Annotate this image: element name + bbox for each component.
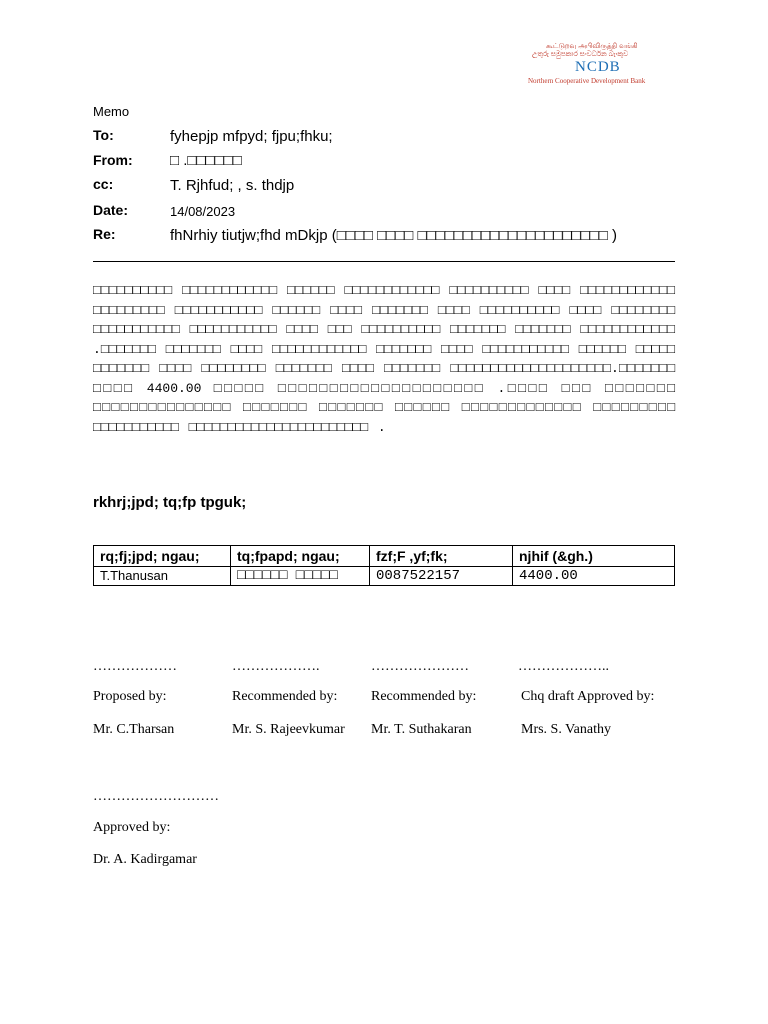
- cell-bank: □□□□□□ □□□□□: [231, 567, 370, 586]
- signature-line-proposed: ………………: [93, 659, 177, 674]
- table-row: [94, 567, 675, 586]
- role-recommended-1: Recommended by:: [232, 689, 338, 704]
- name-recommended-2: Mr. T. Suthakaran: [371, 722, 472, 737]
- body-paragraph: □□□□□□□□□□ □□□□□□□□□□□□ □□□□□□ □□□□□□□□□□□□ □□□□□□□□□□ □□□□ □□□□□□□□□□□□ □□□□□□□□□ □□□□□□□□□□□ □□□□□□ □□□□ □□□□□□□ □□□□ □□□□□□□□□□ □□□□ □□□□□□□□ □□□□□□□□□□□ □□□□□□□□□□□ □□□□ □□□ □□□□□□□□□□ □□□□□□□ □□□□□□□ □□□□□□□□□□□□ .□□□□□□□ □□□□□□□ □□□□ □□□□□□□□□□□□ □□□□□□□ □□□□ □□□□□□□□□□□ □□□□□□ □□□□□ □□□□□□□ □□□□ □□□□□□□□ □□□□□□□ □□□□ □□□□□□□ □□□□□□□□□□□□□□□□□□□□.□□□□□□□ □□□□ 4400.00 □□□□□ □□□□□□□□□□□□□□□□□□□□ .□□□□ □□□ □□□□□□□ □□□□□□□□□□□□□□□ □□□□□□□ □□□□□□□ □□□□□□ □□□□□□□□□□□□□ □□□□□□□□□ □□□□□□□□□□□ □□□□□□□□□□□□□□□□□□□□□□□ .: [93, 283, 675, 435]
- role-proposed: Proposed by:: [93, 689, 167, 704]
- signature-line-recommended-1: ……………….: [232, 659, 320, 674]
- to-value: fyhepjp mfpyd; fjpu;fhku;: [170, 128, 333, 145]
- cc-label: cc:: [93, 176, 114, 192]
- cc-value: T. Rjhfud; , s. thdjp: [170, 177, 295, 194]
- logo-sinhala-line: උතුරු සමුපකාර සංවර්ධන බැංකුව: [532, 51, 629, 58]
- bank-logo: [522, 40, 682, 88]
- date-label: Date:: [93, 202, 129, 218]
- header-amount: njhif (&gh.): [513, 546, 675, 567]
- header-bank-name: tq;fpapd; ngau;: [231, 546, 370, 567]
- re-label: Re:: [93, 226, 116, 242]
- header-account-number: fzf;F ,yf;fk;: [370, 546, 513, 567]
- name-recommended-1: Mr. S. Rajeevkumar: [232, 722, 345, 737]
- table-header-row: [94, 546, 675, 567]
- re-value: fhNrhiy tiutjw;fhd mDkjp (□□□□ □□□□ □□□□□□□□□□□□□□□□□□□□□ ): [170, 227, 617, 244]
- header-divider: [93, 261, 675, 262]
- logo-tamil-line: கூட்டுறவு அபிவிருத்தி வங்கி: [546, 43, 638, 50]
- role-recommended-2: Recommended by:: [371, 689, 477, 704]
- role-approved: Approved by:: [93, 820, 171, 835]
- section-title: rkhrj;jpd; tq;fp tpguk;: [93, 494, 247, 511]
- signature-line-approved: ………………………: [93, 789, 219, 804]
- cell-account-number: 0087522157: [370, 567, 513, 586]
- date-value: 14/08/2023: [170, 204, 236, 219]
- role-chq-approved: Chq draft Approved by:: [521, 689, 655, 704]
- logo-tagline: Northern Cooperative Development Bank: [528, 77, 646, 85]
- to-label: To:: [93, 127, 114, 143]
- cell-account-holder: T.Thanusan: [94, 567, 231, 586]
- signature-line-chq-approved: ………………..: [518, 659, 609, 674]
- payment-table: [93, 545, 675, 586]
- name-chq-approved: Mrs. S. Vanathy: [521, 722, 611, 737]
- header-association-name: rq;fj;jpd; ngau;: [94, 546, 231, 567]
- cell-amount: 4400.00: [513, 567, 675, 586]
- memo-title: Memo: [93, 104, 130, 119]
- from-value: □ .□□□□□□: [170, 152, 242, 169]
- from-label: From:: [93, 152, 133, 168]
- signature-line-recommended-2: …………………: [371, 659, 469, 674]
- logo-brand: NCDB: [575, 59, 621, 75]
- name-approved: Dr. A. Kadirgamar: [93, 852, 197, 867]
- name-proposed: Mr. C.Tharsan: [93, 722, 175, 737]
